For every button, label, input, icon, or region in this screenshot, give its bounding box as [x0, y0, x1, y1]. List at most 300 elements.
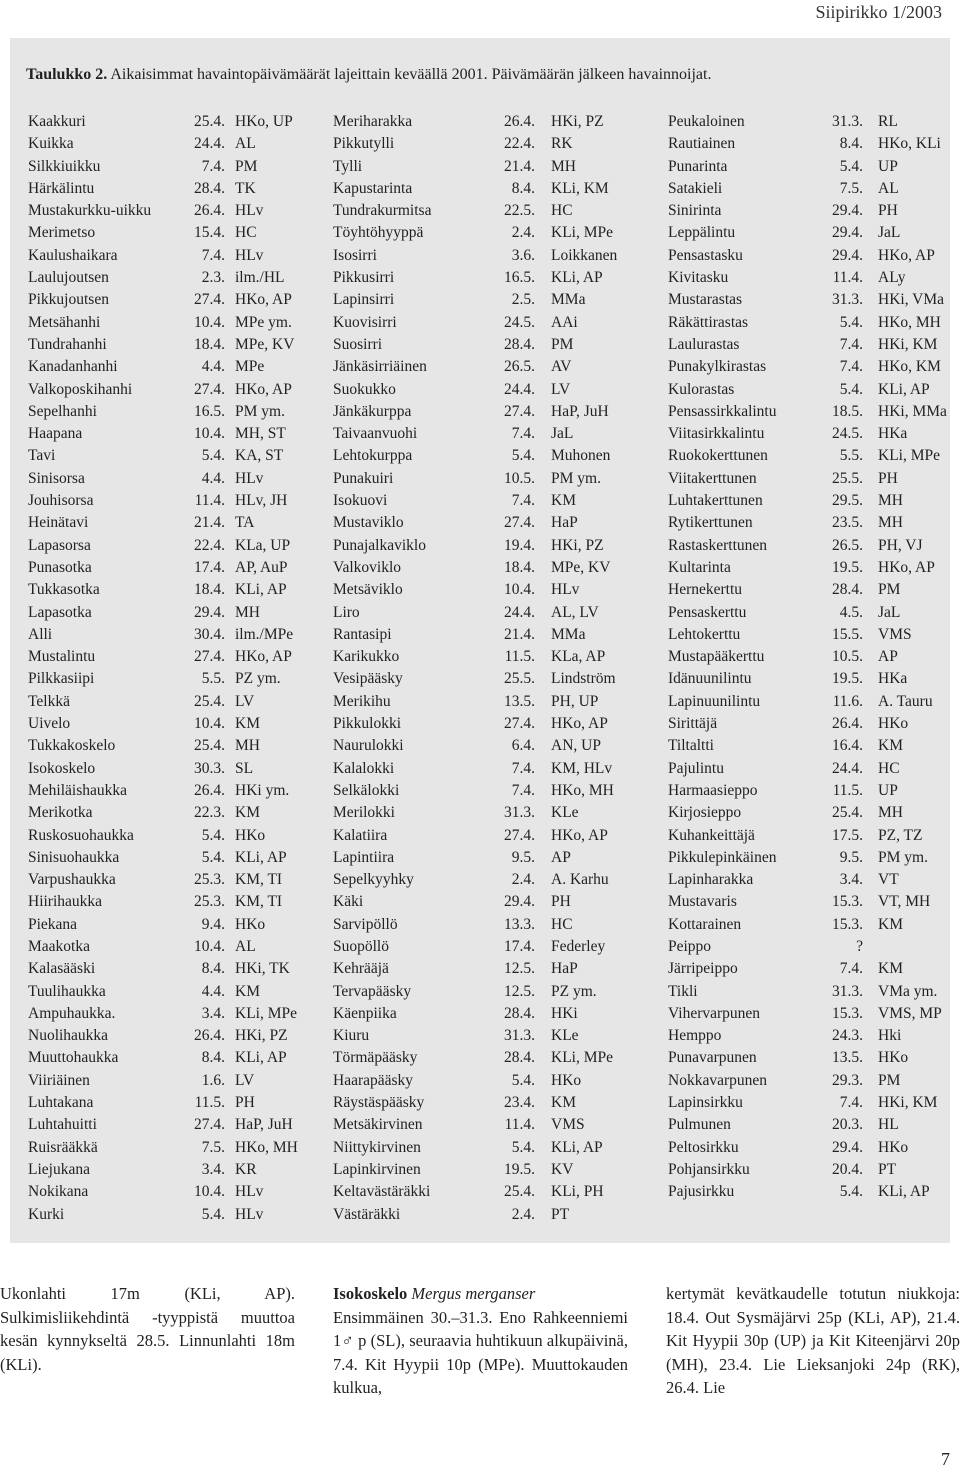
- observers: HKi: [551, 1004, 578, 1022]
- observers: A. Karhu: [551, 871, 609, 889]
- species-name: Sinisuohaukka: [28, 848, 120, 866]
- species-name: Naurulokki: [333, 737, 404, 755]
- observers: AV: [551, 358, 572, 376]
- table-row: [333, 178, 611, 200]
- table-row: [333, 535, 611, 557]
- species-name: Viitasirkkalintu: [668, 425, 765, 443]
- species-name: Tuulihaukka: [28, 982, 106, 1000]
- observers: Hki: [878, 1027, 902, 1045]
- page-number: 7: [941, 1449, 950, 1469]
- observers: AL: [235, 135, 256, 153]
- table-row: [668, 758, 938, 780]
- species-name: Lapasorsa: [28, 536, 91, 554]
- table-row: [668, 646, 938, 668]
- first-date: 31.3.: [832, 291, 863, 309]
- first-date: 11.5.: [504, 648, 535, 666]
- observers: HLv: [551, 581, 580, 599]
- paragraph-text: Ensimmäinen 30.–31.3. Eno Rahkeenniemi 1♂ p (SL), seuraavia huhtikuun alkupäivinä, 7.4. Kit Hyypii 10p (MPe). Muuttokauden kulkua,: [333, 1307, 628, 1397]
- table-row: [668, 178, 938, 200]
- table-row: [668, 847, 938, 869]
- observers: HKi, PZ: [235, 1027, 288, 1045]
- observers: KLi, AP: [235, 848, 287, 866]
- species-name: Kottarainen: [668, 915, 742, 933]
- table-row: [333, 1047, 611, 1069]
- species-name: Varpushaukka: [28, 871, 116, 889]
- species-name: Vihervarpunen: [668, 1004, 761, 1022]
- species-name: Isokuovi: [333, 492, 388, 510]
- species-name: Punavarpunen: [668, 1049, 757, 1067]
- species-name: Silkkiuikku: [28, 157, 101, 175]
- table-row: [333, 891, 611, 913]
- species-name: Kuhankeittäjä: [668, 826, 755, 844]
- species-name: Kehrääjä: [333, 960, 389, 978]
- species-name: Mustarastas: [668, 291, 743, 309]
- table-row: [333, 1114, 611, 1136]
- observers: HKi, PZ: [551, 536, 604, 554]
- observers: PH: [878, 202, 898, 220]
- species-name: Peukaloinen: [668, 113, 745, 130]
- first-date: 9.5.: [839, 848, 863, 866]
- observers: MPe, KV: [551, 558, 611, 576]
- table-row: [333, 981, 611, 1003]
- first-date: 10.4.: [504, 581, 535, 599]
- observers: KM: [235, 715, 260, 733]
- observers: PM ym.: [878, 848, 928, 866]
- observers: KA, ST: [235, 447, 284, 465]
- table-row: [668, 245, 938, 267]
- table-row: [28, 267, 295, 289]
- species-name: Tukkasotka: [28, 581, 100, 599]
- observers: MMa: [551, 625, 586, 643]
- observers: VMS, MP: [878, 1004, 942, 1022]
- table-row: [28, 847, 295, 869]
- species-name: Vesipääsky: [333, 670, 403, 688]
- species-name: Pensassirkkalintu: [668, 402, 777, 420]
- first-date: 10.5.: [832, 648, 863, 666]
- species-name: Pilkkasiipi: [28, 670, 95, 688]
- table-row: [668, 1159, 938, 1181]
- species-name: Ruskosuohaukka: [28, 826, 134, 844]
- first-date: 25.4.: [194, 737, 225, 755]
- first-date: 29.4.: [832, 202, 863, 220]
- first-date: 5.4.: [201, 1205, 225, 1223]
- observers: KM: [551, 492, 576, 510]
- first-date: 7.5.: [839, 179, 863, 197]
- observers: KLi, MPe: [551, 1049, 613, 1067]
- first-date: 25.5.: [832, 469, 863, 487]
- first-date: 15.3.: [832, 893, 863, 911]
- table-row: [28, 423, 295, 445]
- table-row: [333, 691, 611, 713]
- species-name: Pikkulepinkäinen: [668, 848, 777, 866]
- species-name: Kirjosieppo: [668, 804, 742, 822]
- observers: KLa, UP: [235, 536, 291, 554]
- first-date: 25.3.: [194, 871, 225, 889]
- species-name: Ruisrääkkä: [28, 1138, 98, 1156]
- first-date: 4.4.: [201, 982, 225, 1000]
- table-row: [28, 468, 295, 490]
- species-name: Kaakkuri: [28, 113, 86, 130]
- table-row: [668, 156, 938, 178]
- first-date: 27.4.: [504, 514, 535, 532]
- table-row: [28, 780, 295, 802]
- first-date: 28.4.: [504, 1049, 535, 1067]
- first-date: 30.3.: [194, 759, 225, 777]
- observers: HaP, JuH: [551, 402, 609, 420]
- species-name: Maakotka: [28, 937, 90, 955]
- table-row: [28, 624, 295, 646]
- observers: AL: [878, 179, 899, 197]
- first-date: 5.4.: [201, 447, 225, 465]
- observers: HKo, AP: [235, 380, 292, 398]
- table-row: [28, 512, 295, 534]
- observers: KM, TI: [235, 871, 283, 889]
- observers: AAi: [551, 313, 578, 331]
- table-row: [333, 379, 611, 401]
- species-name: Merikotka: [28, 804, 93, 822]
- species-name: Kultarinta: [668, 558, 731, 576]
- observers: HC: [551, 202, 573, 220]
- first-date: 27.4.: [504, 402, 535, 420]
- observers: PM: [878, 1071, 901, 1089]
- observers: UP: [878, 157, 898, 175]
- first-date: 5.5.: [839, 447, 863, 465]
- table-row: [333, 713, 611, 735]
- first-date: 26.4.: [832, 715, 863, 733]
- observers: HaP, JuH: [235, 1116, 293, 1134]
- first-date: 7.5.: [201, 1138, 225, 1156]
- species-name: Ampuhaukka.: [28, 1004, 116, 1022]
- table-row: [333, 512, 611, 534]
- observers: PT: [878, 1160, 897, 1178]
- species-name: Ruokokerttunen: [668, 447, 768, 465]
- table-row: [668, 713, 938, 735]
- first-date: 29.4.: [832, 246, 863, 264]
- table-row: [28, 133, 295, 155]
- first-date: 5.4.: [839, 1183, 863, 1201]
- species-name: Punakuiri: [333, 469, 394, 487]
- first-date: 7.4.: [839, 335, 863, 353]
- first-date: 5.4.: [839, 313, 863, 331]
- species-name: Uivelo: [28, 715, 71, 733]
- first-date: 16.5.: [504, 269, 535, 287]
- species-name: Rytikerttunen: [668, 514, 753, 532]
- first-date: 26.5.: [504, 358, 535, 376]
- observers: KM: [235, 982, 260, 1000]
- first-date: 16.5.: [194, 402, 225, 420]
- table-row: [28, 401, 295, 423]
- species-name: Pikkujoutsen: [28, 291, 109, 309]
- species-name: Kanadanhanhi: [28, 358, 118, 376]
- observers: JaL: [551, 425, 574, 443]
- table-row: [333, 758, 611, 780]
- species-name: Liejukana: [28, 1160, 90, 1178]
- table-row: [668, 200, 938, 222]
- table-row: [668, 1181, 938, 1203]
- observers: AP, AuP: [235, 558, 288, 576]
- table-row: [28, 691, 295, 713]
- species-name: Luhtakana: [28, 1094, 94, 1112]
- species-name: Sarvipöllö: [333, 915, 398, 933]
- table-row: [28, 222, 295, 244]
- table-row: [668, 557, 938, 579]
- observers: MH: [551, 157, 576, 175]
- observers: HKo, AP: [878, 246, 935, 264]
- table-row: [333, 1070, 611, 1092]
- table-row: [28, 958, 295, 980]
- species-name: Pikkulokki: [333, 715, 402, 733]
- species-name: Viitakerttunen: [668, 469, 757, 487]
- table-row: [668, 981, 938, 1003]
- table-row: [28, 312, 295, 334]
- first-date: 2.5.: [511, 291, 535, 309]
- species-name: Alli: [28, 625, 53, 643]
- first-date: 20.3.: [832, 1116, 863, 1134]
- species-name: Hiirihaukka: [28, 893, 103, 911]
- observers: KM: [551, 1094, 576, 1112]
- observers: JaL: [878, 603, 901, 621]
- first-date: 26.4.: [194, 202, 225, 220]
- observers: KLi, AP: [235, 1049, 287, 1067]
- text-column-1: [0, 1282, 295, 1376]
- observers: VMS: [878, 625, 912, 643]
- observers: HaP: [551, 960, 578, 978]
- observers: ilm./HL: [235, 269, 285, 287]
- species-name: Nuolihaukka: [28, 1027, 109, 1045]
- first-date: 31.3.: [832, 982, 863, 1000]
- species-name: Lapintiira: [333, 848, 395, 866]
- species-name: Pajusirkku: [668, 1183, 735, 1201]
- species-name: Keltavästäräkki: [333, 1183, 431, 1201]
- observers: HKi, TK: [235, 960, 290, 978]
- first-date: 5.4.: [511, 1138, 535, 1156]
- table-row: [333, 200, 611, 222]
- first-date: 13.3.: [504, 915, 535, 933]
- first-date: 19.5.: [832, 558, 863, 576]
- observers: HKo: [878, 715, 909, 733]
- table-row: [333, 602, 611, 624]
- species-name: Kiuru: [333, 1027, 370, 1045]
- observers: MH: [878, 492, 903, 510]
- species-name: Kuovisirri: [333, 313, 397, 331]
- table-row: [28, 758, 295, 780]
- first-date: 24.4.: [194, 135, 225, 153]
- first-date: 8.4.: [511, 179, 535, 197]
- first-date: 15.5.: [832, 625, 863, 643]
- observers: HLv: [235, 1205, 264, 1223]
- observers: MH: [235, 603, 260, 621]
- species-name: Pensastasku: [668, 246, 743, 264]
- table-row: [28, 200, 295, 222]
- observers: AL: [235, 937, 256, 955]
- caption-label: Taulukko 2.: [26, 66, 108, 83]
- observers: KLi, AP: [551, 1138, 603, 1156]
- species-name: Pikkusirri: [333, 269, 395, 287]
- observers: PT: [551, 1205, 570, 1223]
- first-date: 23.4.: [504, 1094, 535, 1112]
- first-date: 10.5.: [504, 469, 535, 487]
- first-date: 21.4.: [194, 514, 225, 532]
- first-date: 3.6.: [511, 246, 535, 264]
- observers: HKo: [551, 1071, 582, 1089]
- observers: MH: [235, 737, 260, 755]
- first-date: 7.4.: [511, 425, 535, 443]
- observers: HLv: [235, 1183, 264, 1201]
- table-row: [668, 958, 938, 980]
- observers: KM: [878, 737, 903, 755]
- observers: UP: [878, 781, 898, 799]
- species-name: Mustapääkerttu: [668, 648, 765, 666]
- first-date: 18.4.: [504, 558, 535, 576]
- first-date: 4.4.: [201, 469, 225, 487]
- observers: MMa: [551, 291, 586, 309]
- observers: LV: [235, 1071, 255, 1089]
- species-name: Tikli: [668, 982, 698, 1000]
- table-row: [28, 1070, 295, 1092]
- first-date: 4.5.: [839, 603, 863, 621]
- first-date: 29.4.: [504, 893, 535, 911]
- table-row: [668, 535, 938, 557]
- species-name: Liro: [333, 603, 360, 621]
- first-date: 3.4.: [201, 1004, 225, 1022]
- species-name: Punakylkirastas: [668, 358, 767, 376]
- table-row: [333, 289, 611, 311]
- first-date: 5.4.: [839, 380, 863, 398]
- table-row: [668, 468, 938, 490]
- first-date: 25.4.: [194, 113, 225, 130]
- first-date: 8.4.: [201, 1049, 225, 1067]
- first-date: 18.4.: [194, 581, 225, 599]
- species-name: Mehiläishaukka: [28, 781, 128, 799]
- species-name: Peltosirkku: [668, 1138, 739, 1156]
- species-name: Punasotka: [28, 558, 92, 576]
- species-name: Kalasääski: [28, 960, 96, 978]
- table-row: [333, 222, 611, 244]
- species-name: Kapustarinta: [333, 179, 413, 197]
- species-name: Meriharakka: [333, 113, 413, 130]
- first-date: 27.4.: [194, 1116, 225, 1134]
- table-row: [28, 869, 295, 891]
- species-name: Isosirri: [333, 246, 377, 264]
- table-row: [333, 936, 611, 958]
- table-row: [333, 668, 616, 690]
- observers: MPe: [235, 358, 265, 376]
- first-date: 25.4.: [194, 692, 225, 710]
- species-name: Mustakurkku-uikku: [28, 202, 152, 220]
- table-row: [668, 222, 938, 244]
- table-row: [28, 936, 295, 958]
- observers: AL, LV: [551, 603, 599, 621]
- table-row: [28, 156, 295, 178]
- table-row: [668, 111, 938, 133]
- species-name: Räystäspääsky: [333, 1094, 425, 1112]
- species-name: Hemppo: [668, 1027, 722, 1045]
- observers: A. Tauru: [878, 692, 933, 710]
- first-date: 11.4.: [194, 492, 225, 510]
- latin-name: Mergus merganser: [411, 1284, 536, 1303]
- observers: PM: [235, 157, 258, 175]
- first-date: 11.5.: [194, 1094, 225, 1112]
- species-name: Lapinkirvinen: [333, 1160, 421, 1178]
- species-name: Isokoskelo: [28, 759, 96, 777]
- observers: KLi, AP: [235, 581, 287, 599]
- first-date: 24.3.: [832, 1027, 863, 1045]
- species-name: Pohjansirkku: [668, 1160, 750, 1178]
- table-row: [333, 401, 611, 423]
- species-name: Metsäkirvinen: [333, 1116, 423, 1134]
- observers: KLi, AP: [878, 380, 930, 398]
- species-name: Peippo: [668, 937, 712, 955]
- table-row: [333, 423, 611, 445]
- species-name: Kurki: [28, 1205, 65, 1223]
- observers: KM: [878, 915, 903, 933]
- observers: PZ, TZ: [878, 826, 923, 844]
- table-row: [668, 445, 938, 467]
- first-date: 10.4.: [194, 313, 225, 331]
- species-name: Laulujoutsen: [28, 269, 109, 287]
- first-date: 7.4.: [839, 1094, 863, 1112]
- observers: AN, UP: [551, 737, 601, 755]
- first-date: 11.6.: [832, 692, 863, 710]
- first-date: 5.4.: [201, 848, 225, 866]
- observers: JaL: [878, 224, 901, 242]
- table-row: [333, 579, 611, 601]
- first-date: 22.5.: [504, 202, 535, 220]
- table-row: [668, 356, 941, 378]
- species-name: Luhtakerttunen: [668, 492, 763, 510]
- species-name: Sepelhanhi: [28, 402, 97, 420]
- table-row: [333, 312, 611, 334]
- table-row: [668, 379, 938, 401]
- first-date: 29.4.: [194, 603, 225, 621]
- first-date: 15.3.: [832, 915, 863, 933]
- species-name: Karikukko: [333, 648, 400, 666]
- species-name: Jouhisorsa: [28, 492, 94, 510]
- observers: ilm./MPe: [235, 625, 294, 643]
- species-name: Sepelkyyhky: [333, 871, 414, 889]
- table-row: [668, 1070, 938, 1092]
- species-name: Satakieli: [668, 179, 723, 197]
- first-date: 17.4.: [504, 937, 535, 955]
- paragraph: kertymät kevätkaudelle totutun niukkoja: 18.4. Out Sysmäjärvi 25p (KLi, AP), 21.4. Kit Hyypii 30p (UP) ja Kit Kiteenjärvi 20p (MH), 23.4. Lie Lieksanjoki 24p (RK), 26.4. Lie: [666, 1284, 960, 1397]
- table-row: [28, 713, 295, 735]
- table-row: [668, 1137, 938, 1159]
- first-date: 5.4.: [839, 157, 863, 175]
- species-name: Järripeippo: [668, 960, 738, 978]
- first-date: 3.4.: [201, 1160, 225, 1178]
- observers: TA: [235, 514, 255, 532]
- data-table: [10, 38, 950, 1243]
- observers: AP: [551, 848, 571, 866]
- species-name: Merilokki: [333, 804, 395, 822]
- first-date: 28.4.: [504, 335, 535, 353]
- species-name: Käenpiika: [333, 1004, 397, 1022]
- table-row: [333, 624, 611, 646]
- first-date: 28.4.: [504, 1004, 535, 1022]
- table-row: [28, 1159, 295, 1181]
- observers: PM: [878, 581, 901, 599]
- first-date: 17.5.: [832, 826, 863, 844]
- species-name: Piekana: [28, 915, 78, 933]
- table-row: [668, 914, 938, 936]
- table-row: [333, 825, 611, 847]
- first-date: 25.4.: [504, 1183, 535, 1201]
- table-row: [333, 490, 611, 512]
- table-row: [333, 1159, 611, 1181]
- table-row: [28, 445, 295, 467]
- species-name: Kaulushaikara: [28, 246, 118, 264]
- first-date: 15.3.: [832, 1004, 863, 1022]
